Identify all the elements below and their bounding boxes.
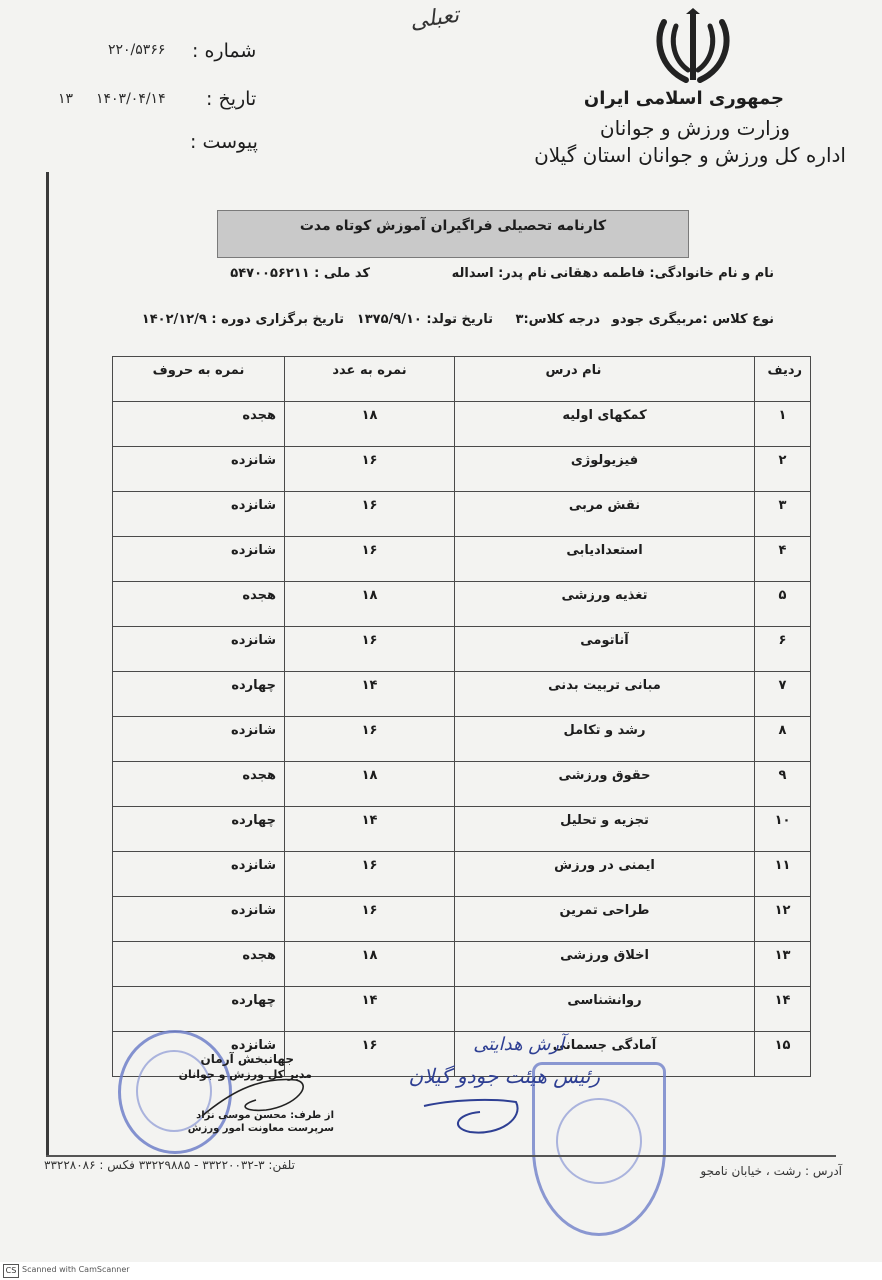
course-name-cell: اخلاق ورزشی xyxy=(455,942,755,987)
right-handwritten-signature xyxy=(420,1092,530,1142)
grade-words-cell: شانزده xyxy=(113,627,285,672)
father-name: نام پدر: اسداله xyxy=(451,266,547,281)
grade-number-cell: ۱۸ xyxy=(285,762,455,807)
table-row xyxy=(113,447,811,492)
row-number-cell: ۱۰ xyxy=(755,807,811,852)
ministry-line-1: جمهوری اسلامی ایران xyxy=(583,88,784,109)
grade-number-cell: ۱۴ xyxy=(285,807,455,852)
number-label: شماره : xyxy=(192,40,257,62)
course-name-cell: آناتومی xyxy=(455,627,755,672)
course-date: تاریخ برگزاری دوره : ۱۴۰۲/۱۲/۹ xyxy=(141,312,344,327)
scanner-strip xyxy=(0,1262,882,1280)
grade-words-cell: هجده xyxy=(113,582,285,627)
table-body xyxy=(113,402,811,1077)
row-number-cell: ۸ xyxy=(755,717,811,762)
ministry-line-2: وزارت ورزش و جوانان xyxy=(599,116,790,140)
grade-number-cell: ۱۶ xyxy=(285,897,455,942)
date-label: تاریخ : xyxy=(206,88,257,110)
birth-date: تاریخ تولد: ۱۳۷۵/۹/۱۰ xyxy=(356,312,493,327)
left-handwritten-signature xyxy=(196,1066,316,1126)
header-grade-words: نمره به حروف xyxy=(113,357,285,402)
row-number-cell: ۱۳ xyxy=(755,942,811,987)
course-name-cell: طراحی تمرین xyxy=(455,897,755,942)
table-row xyxy=(113,987,811,1032)
right-handwriting-title: رئیس هیئت جودو گیلان xyxy=(408,1064,600,1088)
course-name-cell: رشد و تکامل xyxy=(455,717,755,762)
row-number-cell: ۹ xyxy=(755,762,811,807)
course-name-cell: کمکهای اولیه xyxy=(455,402,755,447)
grade-number-cell: ۱۶ xyxy=(285,852,455,897)
table-row xyxy=(113,942,811,987)
number-value: ۲۲۰/۵۳۶۶ xyxy=(108,42,166,58)
row-number-cell: ۴ xyxy=(755,537,811,582)
course-name-cell: روانشناسی xyxy=(455,987,755,1032)
class-grade: درجه کلاس:۳ xyxy=(515,312,600,327)
margin-rule xyxy=(46,172,49,1157)
footer-address: آدرس : رشت ، خیابان نامجو xyxy=(700,1164,842,1178)
left-signer-by: از طرف: محسن موسی نژاد xyxy=(196,1110,334,1121)
grade-words-cell: چهارده xyxy=(113,672,285,717)
grade-number-cell: ۱۶ xyxy=(285,627,455,672)
row-number-cell: ۳ xyxy=(755,492,811,537)
iran-emblem-icon xyxy=(650,8,736,88)
course-name-cell: تغذیه ورزشی xyxy=(455,582,755,627)
grade-number-cell: ۱۴ xyxy=(285,672,455,717)
footer-phones: تلفن: ۳-۳۳۲۲۰۰۳۲ - ۳۳۲۲۹۸۸۵ فکس : ۳۳۲۲۸۰۸۶ xyxy=(44,1158,295,1172)
table-row xyxy=(113,807,811,852)
row-number-cell: ۱۲ xyxy=(755,897,811,942)
grades-table xyxy=(112,356,811,1077)
header-grade-number: نمره به عدد xyxy=(285,357,455,402)
table-header-row xyxy=(113,357,811,402)
table-row xyxy=(113,717,811,762)
grade-words-cell: هجده xyxy=(113,402,285,447)
row-number-cell: ۱۱ xyxy=(755,852,811,897)
grade-number-cell: ۱۸ xyxy=(285,942,455,987)
course-name-cell: آمادگی جسمانی xyxy=(455,1032,755,1077)
grade-words-cell: چهارده xyxy=(113,807,285,852)
left-signer-by-title: سرپرست معاونت امور ورزش xyxy=(187,1123,334,1134)
table-row xyxy=(113,672,811,717)
grade-number-cell: ۱۶ xyxy=(285,492,455,537)
grade-words-cell: هجده xyxy=(113,762,285,807)
course-name-cell: مبانی تربیت بدنی xyxy=(455,672,755,717)
course-name-cell: نقش مربی xyxy=(455,492,755,537)
report-card-title: کارنامه تحصیلی فراگیران آموزش کوتاه مدت xyxy=(217,210,689,258)
course-name-cell: فیزیولوژی xyxy=(455,447,755,492)
table-row xyxy=(113,897,811,942)
grade-words-cell: هجده xyxy=(113,942,285,987)
table-row xyxy=(113,627,811,672)
ministry-line-3: اداره کل ورزش و جوانان استان گیلان xyxy=(534,143,846,167)
row-number-cell: ۶ xyxy=(755,627,811,672)
grade-words-cell: چهارده xyxy=(113,987,285,1032)
grade-number-cell: ۱۶ xyxy=(285,717,455,762)
row-number-cell: ۱۵ xyxy=(755,1032,811,1077)
footer-rule xyxy=(46,1155,836,1157)
grade-number-cell: ۱۶ xyxy=(285,537,455,582)
header-row-number: ردیف xyxy=(755,357,811,402)
stamp-right-inner xyxy=(556,1098,642,1184)
table-row xyxy=(113,492,811,537)
table-row xyxy=(113,402,811,447)
grade-number-cell: ۱۸ xyxy=(285,582,455,627)
grade-words-cell: شانزده xyxy=(113,1032,285,1077)
header-course-name: نام درس xyxy=(455,357,755,402)
row-number-cell: ۱۴ xyxy=(755,987,811,1032)
date-extra: ۱۳ xyxy=(58,91,74,107)
course-name-cell: حقوق ورزشی xyxy=(455,762,755,807)
grade-words-cell: شانزده xyxy=(113,897,285,942)
grade-words-cell: شانزده xyxy=(113,492,285,537)
row-number-cell: ۵ xyxy=(755,582,811,627)
left-signer-name: جهانبخش آرمان xyxy=(200,1052,294,1066)
right-handwriting-name: آرش هدایتی xyxy=(473,1034,564,1055)
row-number-cell: ۱ xyxy=(755,402,811,447)
grade-number-cell: ۱۶ xyxy=(285,447,455,492)
table-row xyxy=(113,582,811,627)
table-row xyxy=(113,537,811,582)
grade-words-cell: شانزده xyxy=(113,852,285,897)
student-full-name: نام و نام خانوادگی: فاطمه دهقانی xyxy=(550,266,774,281)
date-value: ۱۴۰۳/۰۴/۱۴ xyxy=(96,91,166,107)
course-name-cell: استعدادیابی xyxy=(455,537,755,582)
row-number-cell: ۷ xyxy=(755,672,811,717)
grade-words-cell: شانزده xyxy=(113,537,285,582)
grade-number-cell: ۱۸ xyxy=(285,402,455,447)
grade-number-cell: ۱۶ xyxy=(285,1032,455,1077)
left-signer-title: مدیر کل ورزش و جوانان xyxy=(178,1068,312,1081)
top-signature: تعبلی xyxy=(408,2,461,35)
table-row xyxy=(113,762,811,807)
class-type: نوع کلاس :مربیگری جودو xyxy=(611,312,774,327)
course-name-cell: ایمنی در ورزش xyxy=(455,852,755,897)
table-row xyxy=(113,852,811,897)
grade-number-cell: ۱۴ xyxy=(285,987,455,1032)
course-name-cell: تجزیه و تحلیل xyxy=(455,807,755,852)
scanner-note: Scanned with CamScanner xyxy=(22,1265,130,1274)
camscanner-icon: CS xyxy=(3,1264,19,1278)
grade-words-cell: شانزده xyxy=(113,447,285,492)
row-number-cell: ۲ xyxy=(755,447,811,492)
national-code: کد ملی : ۵۴۷۰۰۵۶۲۱۱ xyxy=(230,266,370,281)
attachment-label: پیوست : xyxy=(190,131,258,153)
grade-words-cell: شانزده xyxy=(113,717,285,762)
